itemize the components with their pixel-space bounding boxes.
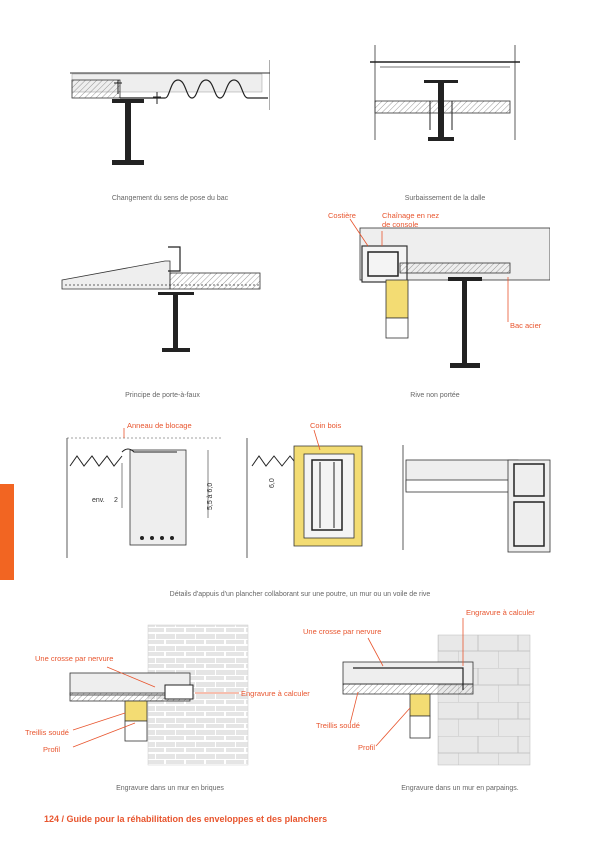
label-treillis-right: Treillis soudé: [316, 721, 360, 730]
label-profil-left: Profil: [43, 745, 61, 754]
figure-rive-non-portee: [320, 205, 550, 380]
label-env-value: 2: [114, 497, 118, 504]
figure-detail-mur: [242, 418, 392, 568]
figure-engravure-briques: [15, 615, 315, 775]
label-crosse-left: Une crosse par nervure: [35, 654, 114, 663]
figure-changement-sens: [70, 50, 270, 180]
figure-detail-poutre: [62, 418, 242, 568]
dim-label-b: 6,0: [269, 478, 276, 488]
dim-label-a: 5,5 à 6,0: [207, 482, 214, 510]
figure-engravure-parpaings: [298, 600, 550, 775]
label-profil-right: Profil: [358, 743, 376, 752]
caption-fig2: Surbaissement de la dalle: [404, 195, 486, 202]
label-chainage-1: Chaînage en nez: [382, 211, 440, 220]
figure-surbaissement: [370, 45, 520, 150]
label-bac-acier: Bac acier: [510, 321, 542, 330]
caption-fig7: Engravure dans un mur en parpaings.: [401, 785, 519, 792]
label-crosse-right: Une crosse par nervure: [303, 627, 382, 636]
page-footer: 124 / Guide pour la réhabilitation des enveloppes et des planchers: [44, 814, 328, 824]
figure-detail-voile: [398, 440, 558, 560]
caption-fig4: Rive non portée: [410, 392, 460, 399]
label-treillis-left: Treillis soudé: [25, 728, 69, 737]
label-anneau: Anneau de blocage: [127, 421, 192, 430]
label-env: env.: [92, 497, 105, 504]
caption-fig6: Engravure dans un mur en briques: [116, 785, 224, 792]
label-engravure-left: Engravure à calculer: [241, 689, 310, 698]
caption-fig3: Principe de porte-à-faux: [125, 392, 200, 399]
caption-fig1: Changement du sens de pose du bac: [111, 195, 229, 202]
label-chainage-2: de console: [382, 220, 419, 229]
label-coin-bois: Coin bois: [310, 421, 342, 430]
caption-details: Détails d'appuis d'un plancher collaborant sur une poutre, un mur ou un voile de rive: [169, 591, 431, 598]
figure-porte-a-faux: [60, 243, 265, 360]
label-engravure-right: Engravure à calculer: [466, 608, 535, 617]
label-costiere: Costière: [328, 211, 356, 220]
side-tab: [0, 484, 14, 580]
